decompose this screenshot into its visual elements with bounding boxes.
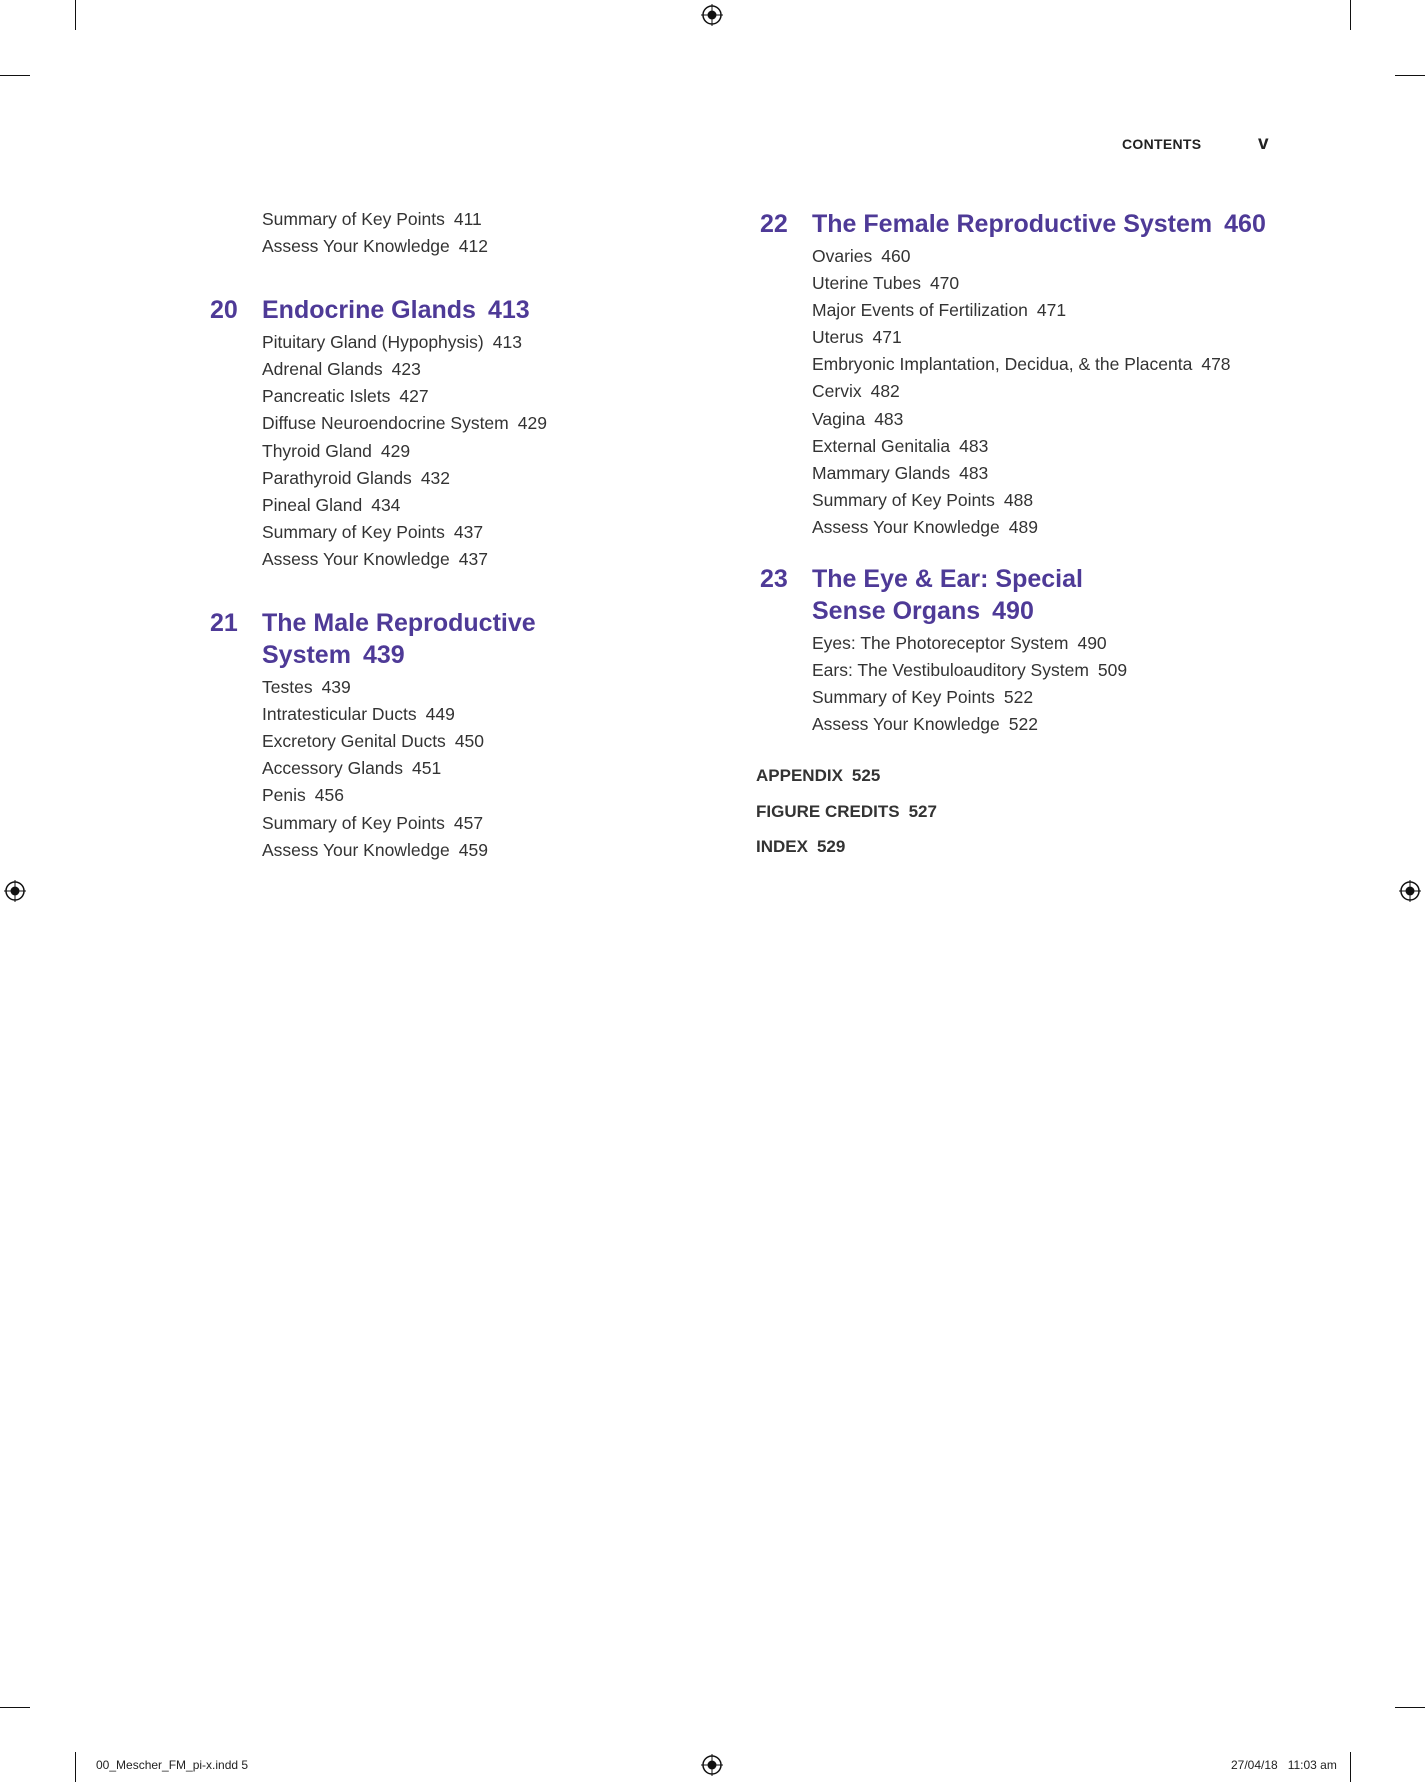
toc-entry-title: Testes (262, 677, 313, 698)
toc-entry-title: Thyroid Gland (262, 440, 372, 461)
toc-entry-page: 490 (1077, 633, 1107, 654)
toc-entry-title: Summary of Key Points (262, 812, 445, 833)
chapter-23 (760, 563, 1320, 738)
toc-entry[interactable] (262, 438, 680, 465)
toc-entry[interactable] (812, 351, 1320, 378)
registration-mark-icon (701, 1754, 723, 1776)
back-matter-page: 527 (908, 801, 937, 821)
running-header-page-number: v (1258, 133, 1269, 154)
toc-entry[interactable] (262, 810, 680, 837)
toc-entry[interactable] (262, 206, 680, 233)
toc-entry-title: Summary of Key Points (812, 687, 995, 708)
toc-entry-title: Accessory Glands (262, 758, 404, 779)
chapter-page: 490 (992, 597, 1034, 626)
toc-entry[interactable] (262, 837, 680, 864)
footer-timestamp: 27/04/18 11:03 am (1231, 1758, 1337, 1772)
toc-entry-title: Mammary Glands (812, 462, 951, 483)
toc-entry-page: 437 (458, 548, 488, 569)
chapter-entries (812, 630, 1320, 738)
chapter-number: 23 (760, 565, 788, 594)
toc-entry-page: 451 (412, 758, 442, 779)
toc-entry-title: Assess Your Knowledge (812, 714, 1000, 735)
toc-entry-page: 489 (1008, 516, 1038, 537)
toc-entry[interactable] (812, 324, 1320, 351)
chapter-number: 21 (210, 609, 238, 638)
toc-entry[interactable] (262, 492, 680, 519)
footer-file-slug: 00_Mescher_FM_pi-x.indd 5 (96, 1758, 249, 1772)
toc-entry-title: Summary of Key Points (262, 521, 445, 542)
toc-entry-page: 432 (420, 467, 451, 488)
toc-entry-title: Excretory Genital Ducts (262, 731, 446, 752)
toc-entry[interactable] (812, 630, 1320, 657)
toc-entry[interactable] (812, 684, 1320, 711)
toc-entry-title: Parathyroid Glands (262, 467, 412, 488)
chapter-21 (210, 607, 680, 864)
chapter-title-text: The Male Reproductive System (262, 609, 536, 670)
chapter-title-text: Endocrine Glands (262, 296, 476, 325)
registration-mark-icon (701, 4, 723, 26)
toc-entry-title: Embryonic Implantation, Decidua, & the Placenta (812, 354, 1193, 375)
toc-entry[interactable] (262, 410, 680, 437)
chapter-entries (812, 243, 1320, 541)
toc-entry-title: Assess Your Knowledge (262, 236, 450, 257)
registration-mark-icon (1399, 880, 1421, 902)
toc-entry-page: 413 (492, 332, 522, 353)
chapter-entries (262, 674, 680, 864)
toc-entry[interactable] (812, 270, 1320, 297)
toc-entry[interactable] (262, 674, 680, 701)
toc-entry[interactable] (262, 519, 680, 546)
running-header-label: CONTENTS (1122, 136, 1202, 152)
chapter-title-text: The Female Reproductive System (812, 210, 1213, 238)
toc-entry-title: Summary of Key Points (262, 209, 445, 229)
crop-mark (75, 0, 76, 30)
toc-right-column (756, 208, 1320, 865)
chapter-page: 413 (487, 296, 530, 325)
toc-entry-page: 411 (453, 209, 482, 229)
toc-entry-title: Assess Your Knowledge (262, 839, 450, 860)
toc-entry-title: Assess Your Knowledge (262, 548, 450, 569)
toc-entry-page: 482 (870, 381, 900, 402)
toc-entry[interactable] (812, 711, 1320, 738)
toc-entry-title: Cervix (812, 381, 862, 402)
toc-entry[interactable] (262, 546, 680, 573)
toc-entry-page: 509 (1097, 660, 1128, 681)
toc-entry-page: 429 (380, 440, 411, 461)
chapter-title[interactable] (812, 563, 1152, 627)
toc-entry-title: Uterus (812, 327, 864, 348)
toc-entry[interactable] (812, 406, 1320, 433)
toc-entry-page: 471 (1036, 300, 1067, 321)
chapter-page: 439 (362, 641, 405, 670)
back-matter-title: INDEX (756, 837, 808, 857)
toc-entry-page: 439 (321, 677, 351, 698)
crop-mark (0, 75, 30, 76)
toc-entry-title: Ears: The Vestibuloauditory System (812, 660, 1089, 681)
toc-entry-title: Diffuse Neuroendocrine System (262, 413, 509, 434)
toc-entry-page: 459 (458, 839, 488, 860)
crop-mark (0, 1707, 30, 1708)
toc-entry-title: Intratesticular Ducts (262, 704, 417, 725)
chapter-entries (262, 329, 680, 573)
toc-entry[interactable] (812, 243, 1320, 270)
toc-entry-page: 429 (517, 413, 547, 434)
toc-entry[interactable] (262, 356, 680, 383)
toc-entry-title: Eyes: The Photoreceptor System (812, 633, 1069, 654)
toc-entry-page: 412 (458, 236, 488, 257)
continued-entries (262, 206, 680, 260)
back-matter-entry-figure-credits[interactable] (756, 794, 1320, 830)
toc-entry[interactable] (262, 728, 680, 755)
chapter-title[interactable] (812, 208, 1320, 240)
toc-entry-page: 457 (453, 812, 484, 833)
registration-mark-icon (4, 880, 26, 902)
toc-entry-page: 423 (391, 359, 421, 380)
toc-entry-page: 437 (453, 521, 484, 542)
toc-entry-page: 427 (399, 386, 429, 407)
toc-entry[interactable] (812, 378, 1320, 405)
crop-mark (1395, 75, 1425, 76)
toc-entry-title: Pancreatic Islets (262, 386, 391, 407)
toc-entry-title: Summary of Key Points (812, 489, 995, 510)
chapter-title[interactable] (262, 607, 562, 671)
toc-entry[interactable] (812, 487, 1320, 514)
crop-mark (1350, 1752, 1351, 1782)
toc-entry-page: 522 (1003, 687, 1034, 708)
chapter-number: 20 (210, 296, 238, 325)
toc-entry[interactable] (262, 755, 680, 782)
toc-entry-title: Ovaries (812, 246, 873, 266)
toc-entry-title: Pituitary Gland (Hypophysis) (262, 332, 484, 353)
crop-mark (1395, 1707, 1425, 1708)
toc-entry-title: Penis (262, 785, 306, 806)
toc-entry-page: 522 (1008, 714, 1038, 735)
chapter-title-text: The Eye & Ear: Special Sense Organs (812, 565, 1083, 626)
crop-mark (75, 1752, 76, 1782)
back-matter-entry-appendix[interactable] (756, 758, 1320, 794)
back-matter (756, 758, 1320, 865)
toc-left-column (210, 206, 680, 864)
toc-entry-page: 483 (959, 462, 989, 483)
toc-entry-page: 449 (425, 704, 455, 725)
toc-entry[interactable] (262, 233, 680, 260)
toc-entry-page: 471 (872, 327, 902, 348)
toc-entry-page: 470 (929, 273, 960, 294)
toc-entry[interactable] (812, 433, 1320, 460)
toc-entry[interactable] (262, 701, 680, 728)
back-matter-title: FIGURE CREDITS (756, 801, 900, 821)
chapter-title[interactable] (262, 294, 680, 326)
back-matter-page: 525 (851, 766, 881, 786)
toc-entry-title: Adrenal Glands (262, 359, 383, 380)
toc-entry-page: 483 (959, 435, 989, 456)
toc-entry[interactable] (812, 297, 1320, 324)
toc-entry-page: 460 (881, 246, 911, 266)
toc-entry[interactable] (812, 657, 1320, 684)
toc-entry-page: 456 (314, 785, 344, 806)
chapter-22 (760, 208, 1320, 541)
toc-entry-page: 434 (371, 494, 401, 515)
back-matter-title: APPENDIX (756, 766, 843, 786)
toc-entry-title: Vagina (812, 408, 866, 429)
back-matter-page: 529 (816, 837, 846, 857)
chapter-20 (210, 294, 680, 573)
toc-entry-title: External Genitalia (812, 435, 951, 456)
toc-entry[interactable] (262, 465, 680, 492)
back-matter-entry-index[interactable] (756, 829, 1320, 865)
toc-entry-page: 488 (1003, 489, 1034, 510)
toc-entry[interactable] (812, 460, 1320, 487)
toc-entry-title: Assess Your Knowledge (812, 516, 1000, 537)
chapter-number: 22 (760, 210, 788, 238)
toc-entry-title: Uterine Tubes (812, 273, 921, 294)
toc-entry-page: 450 (454, 731, 485, 752)
toc-entry[interactable] (812, 514, 1320, 541)
toc-entry[interactable] (262, 383, 680, 410)
crop-mark (1350, 0, 1351, 30)
toc-entry-page: 478 (1201, 354, 1231, 375)
toc-entry[interactable] (262, 329, 680, 356)
toc-entry-page: 483 (874, 408, 904, 429)
chapter-page: 460 (1224, 210, 1266, 238)
toc-entry-title: Major Events of Fertilization (812, 300, 1028, 321)
toc-entry[interactable] (262, 782, 680, 809)
toc-entry-title: Pineal Gland (262, 494, 363, 515)
